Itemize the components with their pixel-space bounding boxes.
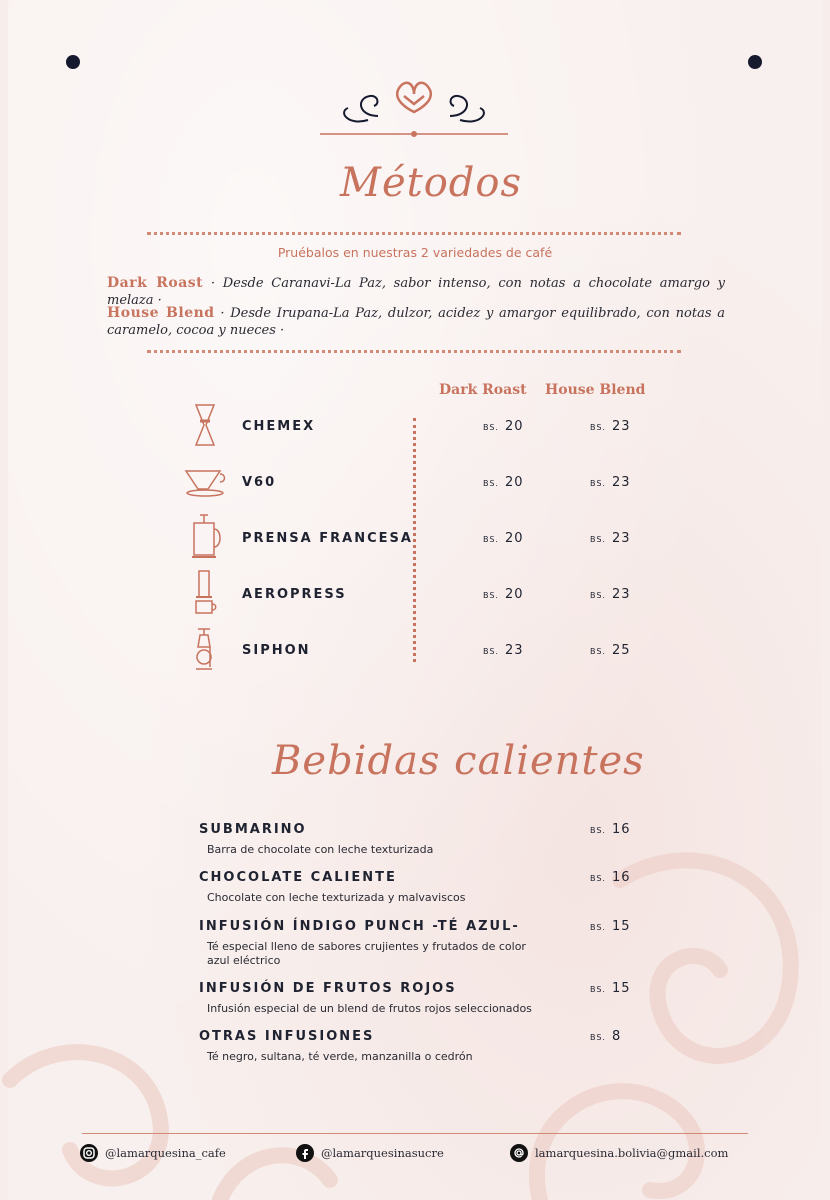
tagline: Pruébalos en nuestras 2 variedades de café — [277, 245, 553, 260]
drink-name: INFUSIÓN DE FRUTOS ROJOS — [199, 981, 457, 996]
price-value: 23 — [611, 587, 631, 602]
price-value: 15 — [611, 919, 631, 934]
footer-divider — [82, 1133, 748, 1134]
french-press-icon — [182, 513, 228, 563]
hole-dot-left — [66, 55, 80, 69]
drink-description: Té negro, sultana, té verde, manzanilla o cedrón — [207, 1050, 473, 1063]
price-value: 23 — [611, 531, 631, 546]
price-house-blend — [590, 475, 631, 490]
logo-ornament-icon — [318, 68, 510, 140]
drink-description: Té especial lleno de sabores crujientes y frutados de color azul eléctrico — [207, 940, 526, 967]
price-house-blend — [590, 587, 631, 602]
drink-name: INFUSIÓN ÍNDIGO PUNCH -TÉ AZUL- — [199, 919, 520, 934]
price-dark-roast — [483, 587, 524, 602]
currency-label: BS. — [590, 826, 606, 835]
price-value: 20 — [504, 531, 524, 546]
section-title-bebidas-calientes: Bebidas calientes — [272, 738, 645, 784]
price-value: 8 — [611, 1029, 622, 1044]
siphon-icon — [182, 625, 228, 675]
email-link[interactable] — [510, 1143, 728, 1163]
currency-label: BS. — [483, 423, 499, 432]
email-address: lamarquesina.bolivia@gmail.com — [535, 1146, 729, 1160]
column-header-house-blend: House Blend — [545, 382, 646, 398]
price-value: 20 — [504, 475, 524, 490]
hole-dot-right — [748, 55, 762, 69]
currency-label: BS. — [590, 479, 606, 488]
method-row — [0, 471, 830, 511]
price-house-blend — [590, 419, 631, 434]
price-value: 23 — [611, 475, 631, 490]
price-house-blend — [590, 531, 631, 546]
v60-icon — [182, 457, 228, 507]
method-name: SIPHON — [242, 643, 311, 658]
roast-dark — [107, 275, 725, 309]
drink-name: SUBMARINO — [199, 822, 307, 837]
method-name: CHEMEX — [242, 419, 316, 434]
method-name: V60 — [242, 475, 277, 490]
drink-price — [590, 919, 631, 934]
currency-label: BS. — [483, 591, 499, 600]
roast-name: House Blend — [107, 305, 215, 321]
at-sign-icon — [510, 1144, 528, 1162]
price-dark-roast — [483, 475, 524, 490]
drink-description: Chocolate con leche texturizada y malvaviscos — [207, 891, 466, 904]
facebook-icon — [296, 1144, 314, 1162]
drink-description: Barra de chocolate con leche texturizada — [207, 843, 434, 856]
currency-label: BS. — [590, 535, 606, 544]
drink-price — [590, 870, 631, 885]
currency-label: BS. — [590, 985, 606, 994]
instagram-handle: @lamarquesina_cafe — [105, 1146, 226, 1160]
method-row — [0, 527, 830, 567]
currency-label: BS. — [590, 874, 606, 883]
facebook-handle: @lamarquesinasucre — [321, 1146, 444, 1160]
drink-price — [590, 981, 631, 996]
drink-price — [590, 1029, 621, 1044]
currency-label: BS. — [590, 647, 606, 656]
method-row — [0, 415, 830, 455]
drink-description: Infusión especial de un blend de frutos rojos seleccionados — [207, 1002, 532, 1015]
roast-desc: · Desde Caranavi-La Paz, sabor intenso, con notas a chocolate amargo y melaza · — [107, 276, 726, 308]
drink-name: OTRAS INFUSIONES — [199, 1029, 375, 1044]
currency-label: BS. — [483, 479, 499, 488]
price-value: 20 — [504, 419, 524, 434]
price-dark-roast — [483, 419, 524, 434]
instagram-link[interactable] — [80, 1143, 226, 1163]
drink-price — [590, 822, 631, 837]
price-value: 16 — [611, 870, 631, 885]
price-dark-roast — [483, 643, 524, 658]
drink-name: CHOCOLATE CALIENTE — [199, 870, 397, 885]
price-value: 20 — [504, 587, 524, 602]
currency-label: BS. — [483, 647, 499, 656]
price-dark-roast — [483, 531, 524, 546]
price-value: 23 — [611, 419, 631, 434]
method-name: AEROPRESS — [242, 587, 347, 602]
roast-name: Dark Roast — [107, 275, 204, 291]
price-value: 16 — [611, 822, 631, 837]
currency-label: BS. — [590, 423, 606, 432]
price-value: 15 — [611, 981, 631, 996]
instagram-icon — [80, 1144, 98, 1162]
chemex-icon — [182, 401, 228, 451]
roast-desc: · Desde Irupana-La Paz, dulzor, acidez y amargor equilibrado, con notas a caramelo, cocoa y nueces · — [107, 306, 726, 338]
dotted-divider-bottom — [147, 350, 681, 353]
method-row — [0, 639, 830, 679]
currency-label: BS. — [590, 591, 606, 600]
currency-label: BS. — [483, 535, 499, 544]
price-value: 23 — [504, 643, 524, 658]
aeropress-icon — [182, 569, 228, 619]
method-row — [0, 583, 830, 623]
currency-label: BS. — [590, 1033, 606, 1042]
price-value: 25 — [611, 643, 631, 658]
section-title-metodos: Métodos — [340, 160, 522, 206]
column-header-dark-roast: Dark Roast — [439, 382, 527, 398]
currency-label: BS. — [590, 923, 606, 932]
dotted-divider-top — [147, 232, 681, 235]
roast-house — [107, 305, 725, 339]
price-house-blend — [590, 643, 631, 658]
method-name: PRENSA FRANCESA — [242, 531, 413, 546]
facebook-link[interactable] — [296, 1143, 444, 1163]
